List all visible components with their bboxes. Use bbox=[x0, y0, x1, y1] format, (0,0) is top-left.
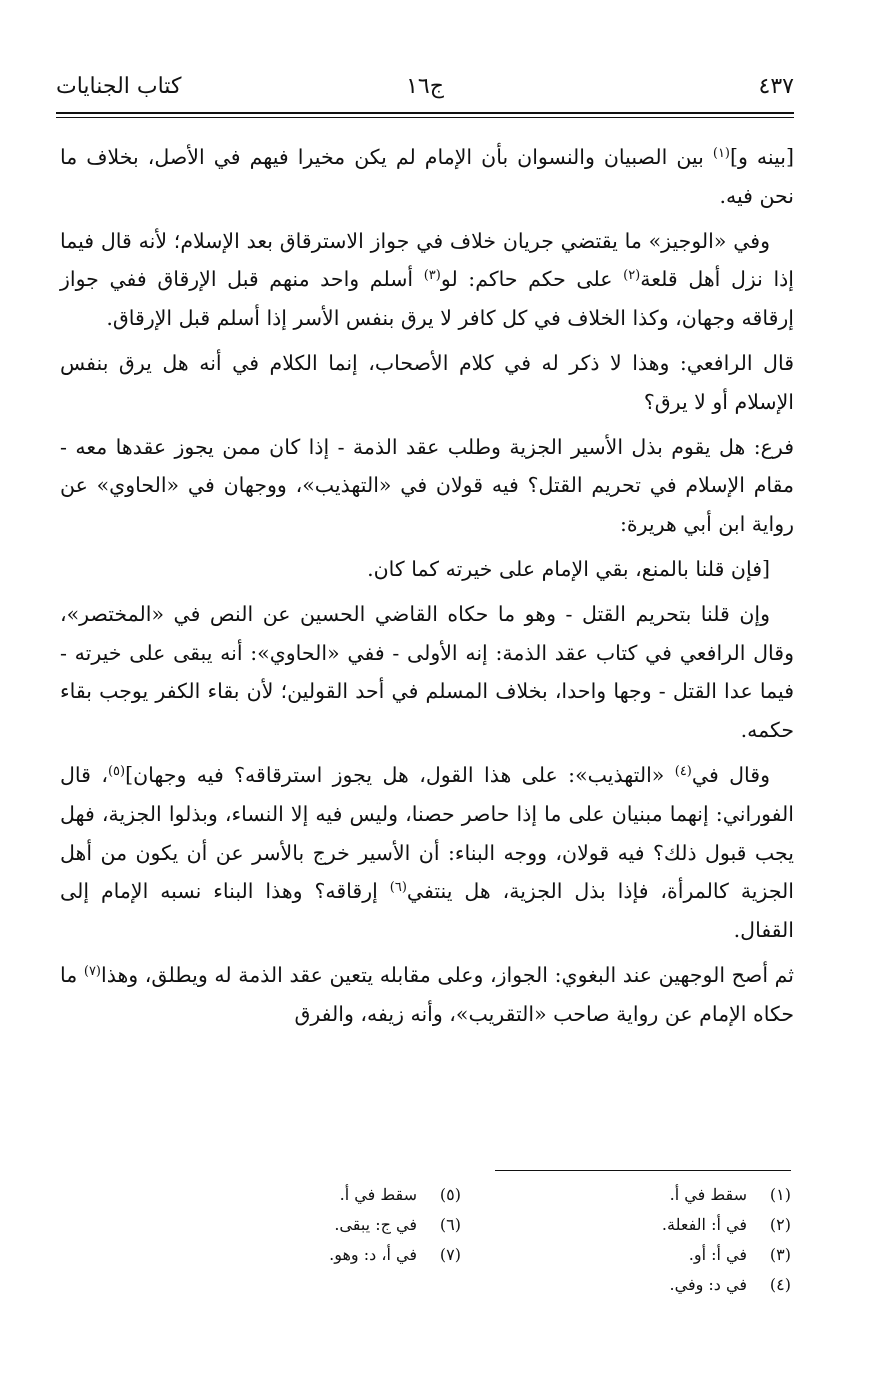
paragraph bbox=[60, 956, 794, 1034]
footnote bbox=[531, 1210, 791, 1240]
paragraph-text: وإن قلنا بتحريم القتل - وهو ما حكاه القاضي الحسين عن النص في «المختصر»، وقال الرافعي في كتاب عقد الذمة: إنه الأولى - ففي «الحاوي»: أنه يبقى على خيرته - فيما عدا القتل - وجها واحدا، بخلاف المسلم في أحد القولين؛ لأن بقاء الكفر يوجب بقاء حكمه. bbox=[60, 601, 794, 743]
paragraph bbox=[60, 595, 794, 750]
paragraph-text: وقال في bbox=[691, 762, 770, 787]
paragraph bbox=[60, 344, 794, 422]
paragraph-text: ما حكاه الإمام عن رواية صاحب «التقريب»، وأنه زيفه، والفرق bbox=[60, 962, 794, 1026]
footnote-text: سقط في أ. bbox=[669, 1185, 747, 1204]
header-rule-thick bbox=[56, 112, 794, 114]
footnote-reference: (٥) bbox=[107, 763, 126, 779]
footnote-number: (٦) bbox=[439, 1215, 461, 1234]
footnote-number: (٢) bbox=[769, 1215, 791, 1234]
volume-label: ج١٦ bbox=[406, 74, 444, 99]
footnotes-right-column bbox=[531, 1180, 791, 1300]
footnote-text: سقط في أ. bbox=[339, 1185, 417, 1204]
footnote-text: في ج: يبقى. bbox=[334, 1215, 417, 1234]
footnote-separator bbox=[495, 1170, 791, 1171]
paragraph-text: ، قال الفوراني: إنهما مبنيان على ما إذا حاصر حصنا، وليس فيه إلا النساء، وبذلوا الجزية، فهل يجب قبول ذلك؟ فيه قولان، ووجه البناء: أن الأسير خرج بالأسر عن أن يكون من أهل الجزية كالمرأة، فإذا بذل الجزية، هل ينتفي bbox=[60, 762, 794, 904]
footnote bbox=[531, 1270, 791, 1300]
running-header bbox=[56, 70, 794, 106]
footnote-reference: (١) bbox=[712, 146, 730, 161]
paragraph bbox=[60, 222, 794, 338]
footnote-text: في د: وفي. bbox=[669, 1275, 747, 1294]
footnote-number: (١) bbox=[769, 1185, 791, 1204]
paragraph-text: قال الرافعي: وهذا لا ذكر له في كلام الأصحاب، إنما الكلام في أنه هل يرق بنفس الإسلام أو لا يرق؟ bbox=[60, 350, 794, 414]
paragraph-text: «التهذيب»: على هذا القول، هل يجوز استرقاقه؟ فيه وجهان] bbox=[125, 762, 675, 787]
footnote-reference: (٢) bbox=[623, 268, 641, 284]
paragraph-text: [فإن قلنا بالمنع، بقي الإمام على خيرته كما كان. bbox=[367, 556, 770, 581]
paragraph bbox=[60, 428, 794, 544]
paragraph-text: [بينه و] bbox=[730, 145, 795, 169]
header-rule-thin bbox=[56, 117, 794, 118]
paragraph-text: فرع: هل يقوم بذل الأسير الجزية وطلب عقد الذمة - إذا كان ممن يجوز عقدها معه - مقام الإسلام في تحريم القتل؟ فيه قولان في «التهذيب»، ووجهان في «الحاوي» عن رواية ابن أبي هريرة: bbox=[60, 434, 794, 537]
paragraph-text: وفي «الوجيز» ما يقتضي جريان خلاف في جواز الاسترقاق بعد الإسلام؛ لأنه قال فيما إذا نزل أهل قلعة bbox=[60, 228, 795, 292]
footnote bbox=[201, 1240, 461, 1270]
page-number: ٤٣٧ bbox=[758, 74, 794, 99]
paragraph-text: ثم أصح الوجهين عند البغوي: الجواز، وعلى مقابله يتعين عقد الذمة له ويطلق، وهذا bbox=[101, 962, 794, 987]
footnote-reference: (٧) bbox=[83, 963, 101, 979]
body-text bbox=[60, 138, 794, 1040]
footnote-text: في أ، د: وهو. bbox=[329, 1245, 417, 1264]
footnote-number: (٧) bbox=[439, 1245, 461, 1264]
paragraph-text: أسلم واحد منهم قبل الإرقاق ففي جواز إرقاقه وجهان، وكذا الخلاف في كل كافر لا يرق بنفس الأسر إذا أسلم قبل الإرقاق. bbox=[60, 267, 794, 331]
footnote-number: (٤) bbox=[769, 1275, 791, 1294]
footnotes-left-column bbox=[201, 1180, 461, 1270]
paragraph-text: بين الصبيان والنسوان بأن الإمام لم يكن مخيرا فيهم في الأصل، بخلاف ما نحن فيه. bbox=[60, 145, 794, 208]
paragraph-text: إرقاقه؟ وهذا البناء نسبه الإمام إلى القفال. bbox=[60, 879, 794, 943]
paragraph bbox=[60, 550, 794, 589]
footnote-text: في أ: الفعلة. bbox=[661, 1215, 747, 1234]
footnote-reference: (٦) bbox=[389, 880, 407, 896]
footnote-number: (٣) bbox=[769, 1245, 791, 1264]
footnote-text: في أ: أو. bbox=[688, 1245, 747, 1264]
footnote bbox=[201, 1210, 461, 1240]
footnote-number: (٥) bbox=[439, 1185, 461, 1204]
footnote bbox=[531, 1180, 791, 1210]
paragraph bbox=[60, 756, 794, 950]
footnote-reference: (٣) bbox=[423, 268, 441, 284]
paragraph bbox=[60, 138, 794, 216]
paragraph-text: على حكم حاكم: لو bbox=[440, 267, 624, 292]
footnote-reference: (٤) bbox=[674, 763, 692, 779]
footnotes bbox=[231, 1180, 791, 1310]
footnote bbox=[201, 1180, 461, 1210]
book-title: كتاب الجنايات bbox=[56, 74, 182, 99]
footnote bbox=[531, 1240, 791, 1270]
